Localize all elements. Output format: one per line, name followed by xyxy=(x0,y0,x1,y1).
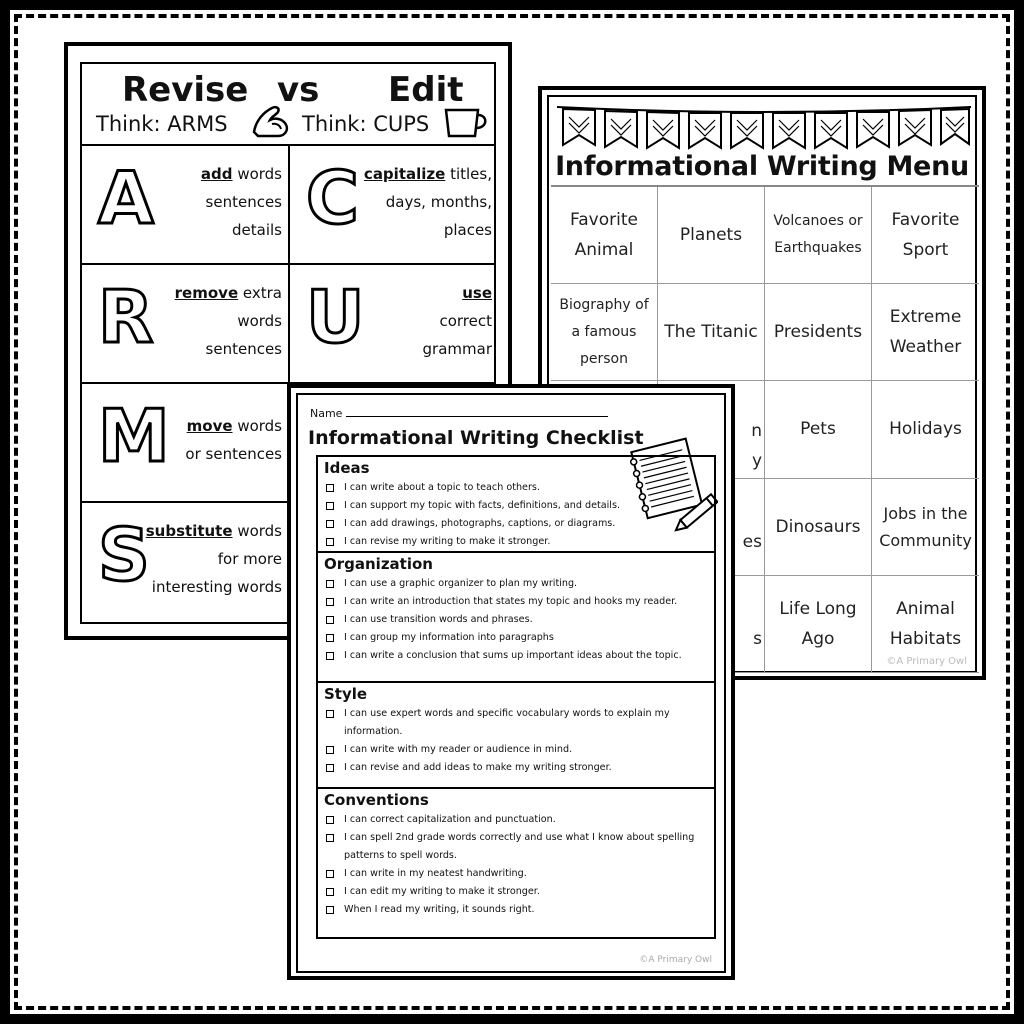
menu-copyright: ©A Primary Owl xyxy=(886,656,967,667)
arms-cell-u xyxy=(290,265,498,382)
think-arms-label: Think: ARMS xyxy=(96,112,228,136)
menu-cell: Volcanoes or Earthquakes xyxy=(765,187,872,284)
checklist-item-text: I can spell 2nd grade words correctly and use what I know about spelling patterns to spell words. xyxy=(344,832,695,861)
letter-m: M xyxy=(98,394,170,478)
menu-partial-text: es xyxy=(742,531,762,552)
arms-cell-a xyxy=(82,146,290,263)
checklist-item-text: I can use expert words and specific vocabulary words to explain my information. xyxy=(344,708,670,737)
checklist-items xyxy=(326,479,706,551)
menu-cell: Extreme Weather xyxy=(872,284,979,381)
letter-r: R xyxy=(98,275,154,359)
cups-c-line: places xyxy=(443,221,492,239)
name-label: Name xyxy=(310,407,343,420)
letter-c: C xyxy=(306,156,359,240)
checklist-item[interactable] xyxy=(326,593,706,611)
cups-c-line: days, months, xyxy=(385,193,492,211)
menu-cell: Favorite Sport xyxy=(872,187,979,284)
letter-s: S xyxy=(98,513,150,597)
bunting-banner-icon xyxy=(557,101,971,157)
checklist-item[interactable] xyxy=(326,497,706,515)
checklist-item-text: I can group my information into paragraphs xyxy=(344,632,554,643)
checklist-item-text: I can write with my reader or audience in mind. xyxy=(344,744,573,755)
arms-m-line: or sentences xyxy=(185,445,282,463)
checklist-item-text: I can add drawings, photographs, captions, or diagrams. xyxy=(344,518,616,529)
checklist-item-text: I can write in my neatest handwriting. xyxy=(344,868,527,879)
letter-a: A xyxy=(98,156,154,240)
checkbox[interactable] xyxy=(326,652,334,660)
arms-row-r-u xyxy=(82,265,494,384)
writing-checklist-page xyxy=(287,384,735,980)
checkbox[interactable] xyxy=(326,484,334,492)
menu-partial-text: s xyxy=(753,628,762,649)
keyword-remove: remove xyxy=(174,284,239,302)
think-cups-label: Think: CUPS xyxy=(302,112,430,136)
section-title: Ideas xyxy=(324,459,370,477)
checklist-items xyxy=(326,811,706,919)
writing-checklist-inner xyxy=(296,393,726,973)
menu-cell: Jobs in the Community xyxy=(872,479,979,576)
menu-cell: Holidays xyxy=(872,381,979,478)
arms-a-line: words xyxy=(237,165,282,183)
checkbox[interactable] xyxy=(326,580,334,588)
checklist-item-text: I can revise and add ideas to make my writing stronger. xyxy=(344,762,612,773)
checklist-item[interactable] xyxy=(326,629,706,647)
arms-a-line: sentences xyxy=(205,193,282,211)
checklist-item-text: I can support my topic with facts, definitions, and details. xyxy=(344,500,620,511)
checkbox[interactable] xyxy=(326,634,334,642)
arms-a-text xyxy=(132,160,282,244)
arms-cell-r xyxy=(82,265,290,382)
checklist-item[interactable] xyxy=(326,901,706,919)
arms-s-line: for more xyxy=(217,550,282,568)
checklist-item-text: I can edit my writing to make it stronger. xyxy=(344,886,540,897)
checklist-item-text: I can use a graphic organizer to plan my writing. xyxy=(344,578,578,589)
checklist-item-text: I can revise my writing to make it stronger. xyxy=(344,536,551,547)
checklist-item-text: I can correct capitalization and punctuation. xyxy=(344,814,556,825)
menu-partial-text: n xyxy=(751,420,762,441)
section-title: Organization xyxy=(324,555,433,573)
arms-s-text xyxy=(102,517,282,601)
menu-cell: Dinosaurs xyxy=(765,479,872,576)
checklist-item[interactable] xyxy=(326,811,706,829)
arms-a-line: details xyxy=(232,221,282,239)
checkbox[interactable] xyxy=(326,906,334,914)
arms-cell-m xyxy=(82,384,290,501)
checkbox[interactable] xyxy=(326,520,334,528)
menu-cell: Biography of a famous person xyxy=(551,284,658,381)
cups-u-line: correct xyxy=(439,312,492,330)
menu-partial-text: y xyxy=(751,450,762,471)
checklist-item[interactable] xyxy=(326,705,706,741)
checklist-item-text: I can use transition words and phrases. xyxy=(344,614,533,625)
arms-row-a-c xyxy=(82,146,494,265)
section-conventions xyxy=(318,789,714,937)
cups-c-text xyxy=(342,160,492,244)
checkbox[interactable] xyxy=(326,746,334,754)
name-blank-line xyxy=(346,407,608,417)
section-title: Style xyxy=(324,685,368,703)
arms-cell-c xyxy=(290,146,498,263)
checkbox[interactable] xyxy=(326,764,334,772)
checklist-sections xyxy=(316,455,716,939)
section-title: Conventions xyxy=(324,791,429,809)
checklist-copyright: ©A Primary Owl xyxy=(639,955,712,965)
cups-c-line: titles, xyxy=(450,165,492,183)
arms-s-line: interesting words xyxy=(151,578,282,596)
arms-r-line: sentences xyxy=(205,340,282,358)
title-revise: Revise xyxy=(122,70,249,110)
flexed-arm-icon xyxy=(250,102,296,144)
arms-m-line: words xyxy=(237,417,282,435)
letter-u: U xyxy=(306,275,365,359)
section-ideas xyxy=(318,457,714,553)
title-edit: Edit xyxy=(388,70,464,110)
checklist-item[interactable] xyxy=(326,479,706,497)
keyword-move: move xyxy=(186,417,233,435)
checkbox[interactable] xyxy=(326,710,334,718)
cups-u-line: grammar xyxy=(422,340,492,358)
checkbox[interactable] xyxy=(326,834,334,842)
checkbox[interactable] xyxy=(326,816,334,824)
menu-cell: Life Long Ago xyxy=(765,576,872,673)
checklist-item[interactable] xyxy=(326,515,706,533)
checklist-item-text: When I read my writing, it sounds right. xyxy=(344,904,535,915)
checklist-item[interactable] xyxy=(326,533,706,551)
writing-menu-title: Informational Writing Menu xyxy=(555,151,969,182)
checklist-item-text: I can write about a topic to teach others. xyxy=(344,482,540,493)
menu-cell: Pets xyxy=(765,381,872,478)
name-field xyxy=(310,407,608,420)
menu-cell: Planets xyxy=(658,187,765,284)
checkbox[interactable] xyxy=(326,598,334,606)
checklist-item[interactable] xyxy=(326,829,706,865)
coffee-cup-icon xyxy=(442,104,492,144)
checkbox[interactable] xyxy=(326,616,334,624)
keyword-use: use xyxy=(462,284,492,302)
checklist-items xyxy=(326,705,706,777)
menu-cell: Presidents xyxy=(765,284,872,381)
keyword-capitalize: capitalize xyxy=(363,165,446,183)
title-vs: vs xyxy=(277,70,320,110)
arms-cell-s xyxy=(82,503,290,622)
checklist-item[interactable] xyxy=(326,647,706,665)
keyword-substitute: substitute xyxy=(145,522,233,540)
checklist-item-text: I can write a conclusion that sums up important ideas about the topic. xyxy=(344,650,682,661)
checklist-title: Informational Writing Checklist xyxy=(308,427,644,449)
menu-cell: The Titanic xyxy=(658,284,765,381)
menu-cell: Animal Habitats xyxy=(872,576,979,673)
arms-r-line: words xyxy=(237,312,282,330)
checklist-item[interactable] xyxy=(326,575,706,593)
checklist-item[interactable] xyxy=(326,883,706,901)
menu-cell: Favorite Animal xyxy=(551,187,658,284)
checkbox[interactable] xyxy=(326,870,334,878)
checkbox[interactable] xyxy=(326,538,334,546)
section-style xyxy=(318,683,714,789)
checkbox[interactable] xyxy=(326,502,334,510)
arms-r-text xyxy=(132,279,282,363)
checklist-items xyxy=(326,575,706,665)
cups-u-text xyxy=(342,279,492,363)
checklist-item[interactable] xyxy=(326,865,706,883)
arms-m-text xyxy=(132,412,282,468)
checklist-item[interactable] xyxy=(326,759,706,777)
checkbox[interactable] xyxy=(326,888,334,896)
arms-s-line: words xyxy=(237,522,282,540)
checklist-item[interactable] xyxy=(326,611,706,629)
arms-r-line: extra xyxy=(242,284,282,302)
checklist-item[interactable] xyxy=(326,741,706,759)
section-organization xyxy=(318,553,714,683)
keyword-add: add xyxy=(200,165,233,183)
checklist-item-text: I can write an introduction that states my topic and hooks my reader. xyxy=(344,596,678,607)
